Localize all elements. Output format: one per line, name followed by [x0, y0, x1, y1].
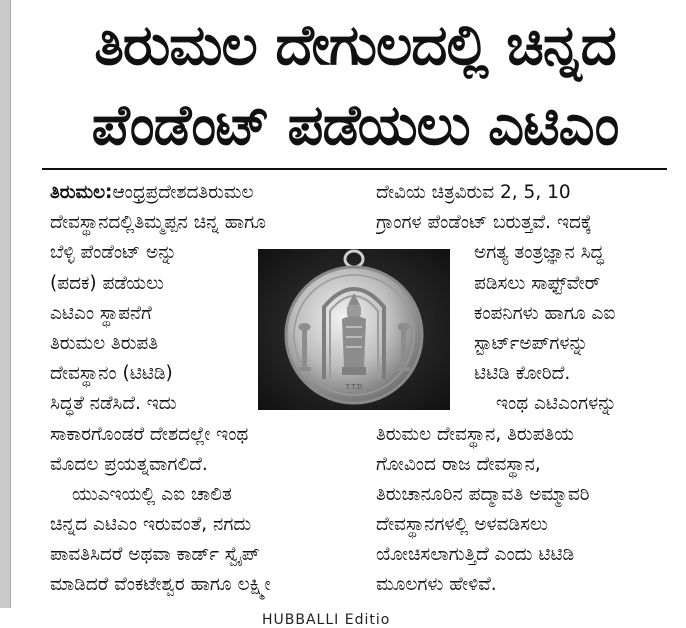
page-edge-shadow — [0, 0, 11, 610]
text-line: ತಿರುಮಲ ತಿರುಪತಿ — [50, 332, 159, 354]
text-line: ದೇವಸ್ಥಾನಗಳಲ್ಲಿ ಅಳವಡಿಸಲು — [376, 514, 548, 536]
text-line: ಮೊದಲ ಪ್ರಯತ್ನವಾಗಲಿದೆ. — [50, 453, 208, 475]
text-line: ತಿರುಮಲ ದೇವಸ್ಥಾನ, ತಿರುಪತಿಯ — [376, 423, 575, 445]
text-line: ಎಟಿಎಂ ಸ್ಥಾಪನೆಗೆ — [50, 302, 152, 324]
headline-rule — [42, 168, 667, 170]
text-line: ಸಿದ್ಧತೆ ನಡೆಸಿದೆ. ಇದು — [50, 393, 177, 415]
text-line: ದೇವಿಯ ಚಿತ್ರವಿರುವ 2, 5, 10 — [376, 182, 571, 203]
text-line: ದೇವಸ್ಥಾನಂ (ಟಿಟಿಡಿ) — [50, 363, 173, 385]
headline — [40, 6, 670, 166]
text-line — [50, 178, 342, 208]
text-line: ಗ್ರಾಂಗಳ ಪೆಂಡೆಂಟ್ ಬರುತ್ತವೆ. ಇದಕ್ಕೆ — [376, 212, 592, 234]
text-line: ಯುಎಇಯಲ್ಲಿ ಎಐ ಚಾಲಿತ — [72, 483, 232, 505]
headline-line-2: ಪೆಂಡೆಂಟ್ ಪಡೆಯಲು ಎಟಿಎಂ — [91, 93, 619, 158]
edition-watermark: HUBBALLI Editio — [262, 612, 391, 628]
text-line: ಚಿನ್ನದ ಎಟಿಎಂ ಇರುವಂತೆ, ನಗದು — [50, 514, 252, 536]
text-line: ಕಂಪನಿಗಳು ಹಾಗೂ ಎಐ — [474, 302, 616, 324]
text-line: ಟಿಟಿಡಿ ಕೋರಿದೆ. — [474, 363, 571, 385]
text-line: ಅಗತ್ಯ ತಂತ್ರಜ್ಞಾನ ಸಿದ್ಧ — [474, 242, 604, 264]
pendant-illustration — [258, 249, 450, 410]
text-line: ಇಂಥ ಎಟಿಎಂಗಳನ್ನು — [496, 393, 617, 415]
text-line: ಪಾವತಿಸಿದರೆ ಅಥವಾ ಕಾರ್ಡ್ ಸ್ವೈಪ್ — [50, 544, 260, 566]
text-line: ತಿರುಚಾನೂರಿನ ಪದ್ಮಾವತಿ ಅಮ್ಮಾವರಿ — [376, 483, 590, 505]
pendant-inscription: T.T.D — [345, 383, 363, 391]
text-line: ಯೋಚಿಸಲಾಗುತ್ತಿದೆ ಎಂದು ಟಿಟಿಡಿ — [376, 544, 575, 566]
text-line: (ಪದಕ) ಪಡೆಯಲು — [50, 272, 164, 294]
text-line: ಮಾಡಿದರೆ ವೆಂಕಟೇಶ್ವರ ಹಾಗೂ ಲಕ್ಷ್ಮೀ — [50, 574, 271, 596]
headline-line-1: ತಿರುಮಲ ದೇಗುಲದಲ್ಲಿ ಚಿನ್ನದ — [94, 13, 616, 78]
text-line: ಪಡಿಸಲು ಸಾಫ್ಟ್‌ವೇರ್ — [474, 272, 601, 294]
text-line: ಸ್ಟಾರ್ಟ್‌ಅಪ್‌ಗಳನ್ನು — [474, 332, 589, 354]
text-line: ದೇವಸ್ಥಾನದಲ್ಲಿತಿಮ್ಮಪ್ಪನ ಚಿನ್ನ ಹಾಗೂ — [50, 212, 266, 234]
text-line: ಸಾಕಾರಗೊಂಡರೆ ದೇಶದಲ್ಲೇ ಇಂಥ — [50, 423, 249, 445]
dateline: ತಿರುಮಲ: — [50, 182, 113, 203]
text-line: ಮೂಲಗಳು ಹೇಳಿವೆ. — [376, 574, 497, 596]
text-line: ಬೆಳ್ಳಿ ಪೆಂಡೆಂಟ್ ಅನ್ನು — [50, 242, 177, 264]
pendant-photo — [258, 249, 450, 410]
text-line: ಗೋವಿಂದ ರಾಜ ದೇವಸ್ಥಾನ, — [376, 453, 541, 475]
text-line-content: ಆಂಧ್ರಪ್ರದೇಶದತಿರುಮಲ — [112, 182, 254, 203]
